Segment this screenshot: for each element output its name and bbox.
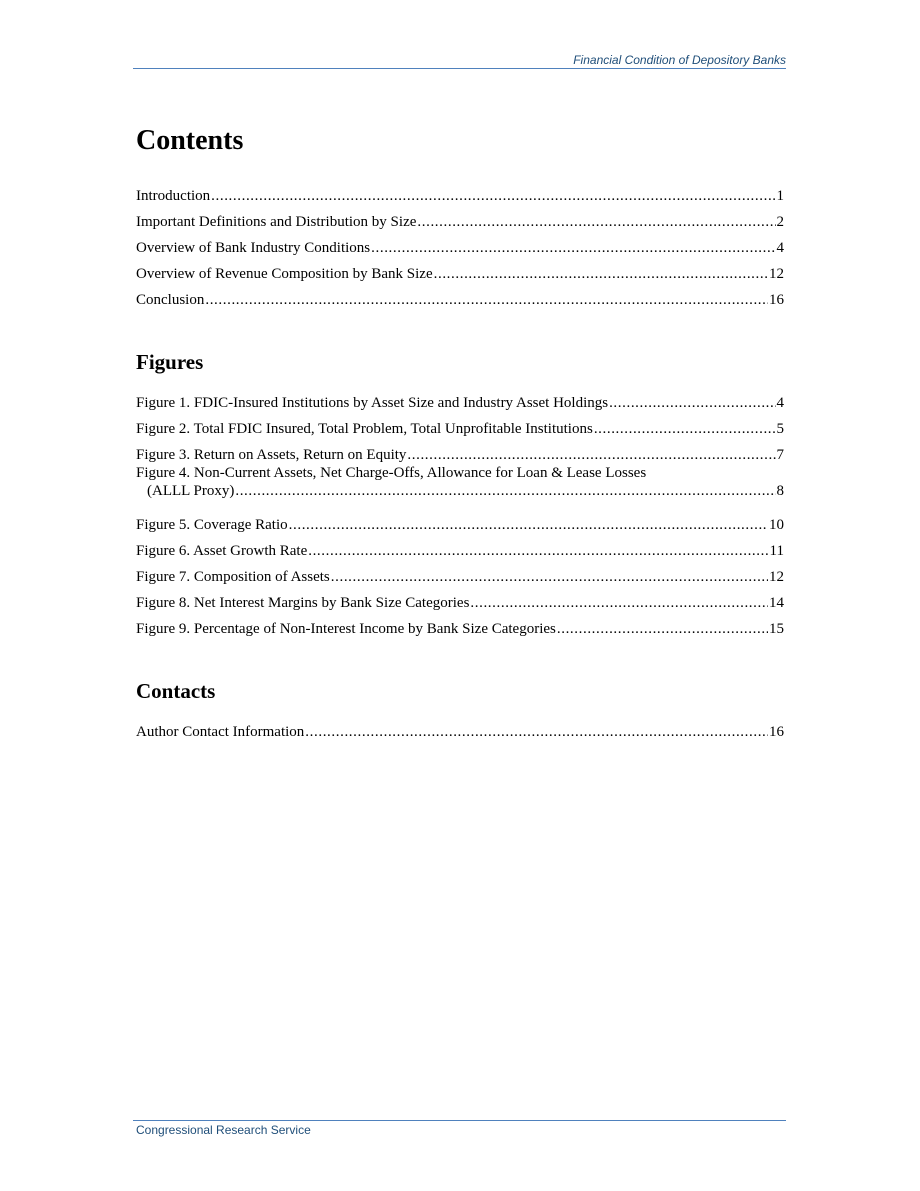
toc-entry-page: 4 bbox=[776, 395, 784, 411]
toc-entry-page: 15 bbox=[769, 621, 784, 637]
dot-leader bbox=[211, 187, 775, 205]
dot-leader bbox=[371, 239, 775, 257]
figures-heading: Figures bbox=[136, 350, 204, 374]
toc-entry-definitions[interactable] bbox=[136, 205, 784, 231]
dot-leader bbox=[557, 620, 768, 638]
dot-leader bbox=[407, 446, 775, 464]
dot-leader bbox=[289, 516, 768, 534]
toc-entry-figure-7[interactable] bbox=[136, 560, 784, 586]
toc-entry-label: Conclusion bbox=[136, 292, 205, 308]
toc-entry-label: Introduction bbox=[136, 188, 211, 204]
toc-entry-label: Figure 8. Net Interest Margins by Bank Size Categories bbox=[136, 595, 470, 611]
toc-entry-page: 7 bbox=[776, 447, 784, 463]
toc-entry-label: Figure 1. FDIC-Insured Institutions by Asset Size and Industry Asset Holdings bbox=[136, 395, 609, 411]
contacts-heading: Contacts bbox=[136, 679, 216, 703]
figures-list bbox=[136, 386, 784, 638]
contents-heading: Contents bbox=[136, 125, 244, 156]
toc-entry-page: 8 bbox=[776, 483, 784, 499]
dot-leader bbox=[235, 482, 775, 500]
toc-entry-author-contact[interactable] bbox=[136, 715, 784, 741]
footer-rule bbox=[133, 1120, 786, 1121]
running-footer: Congressional Research Service bbox=[136, 1123, 311, 1137]
toc-entry-figure-9[interactable] bbox=[136, 612, 784, 638]
dot-leader bbox=[205, 291, 768, 309]
toc-entry-page: 12 bbox=[769, 569, 784, 585]
toc-entry-figure-1[interactable] bbox=[136, 386, 784, 412]
toc-entry-page: 14 bbox=[769, 595, 784, 611]
table-of-contents bbox=[136, 124, 784, 741]
toc-entry-label: Overview of Revenue Composition by Bank Size bbox=[136, 266, 433, 282]
toc-entry-page: 12 bbox=[769, 266, 784, 282]
toc-entry-page: 10 bbox=[769, 517, 784, 533]
contents-list bbox=[136, 179, 784, 309]
toc-entry-page: 1 bbox=[776, 188, 784, 204]
toc-entry-industry-conditions[interactable] bbox=[136, 231, 784, 257]
dot-leader bbox=[308, 542, 768, 560]
toc-entry-page: 11 bbox=[769, 543, 784, 559]
toc-entry-figure-4[interactable] bbox=[136, 464, 784, 508]
toc-entry-page: 4 bbox=[776, 240, 784, 256]
toc-entry-label: Figure 2. Total FDIC Insured, Total Problem, Total Unprofitable Institutions bbox=[136, 421, 593, 437]
toc-entry-label-continued: (ALLL Proxy) bbox=[147, 483, 235, 499]
toc-entry-label: Figure 9. Percentage of Non-Interest Income by Bank Size Categories bbox=[136, 621, 556, 637]
toc-entry-figure-5[interactable] bbox=[136, 508, 784, 534]
toc-entry-page: 16 bbox=[769, 292, 784, 308]
toc-entry-label: Important Definitions and Distribution by Size bbox=[136, 214, 417, 230]
toc-entry-label: Figure 6. Asset Growth Rate bbox=[136, 543, 308, 559]
dot-leader bbox=[331, 568, 768, 586]
toc-entry-figure-3[interactable] bbox=[136, 438, 784, 464]
toc-entry-page: 16 bbox=[769, 724, 784, 740]
toc-entry-page: 2 bbox=[776, 214, 784, 230]
section-spacer bbox=[136, 309, 784, 349]
toc-entry-page: 5 bbox=[776, 421, 784, 437]
running-header: Financial Condition of Depository Banks bbox=[573, 53, 786, 67]
toc-entry-revenue-composition[interactable] bbox=[136, 257, 784, 283]
dot-leader bbox=[594, 420, 776, 438]
dot-leader bbox=[305, 723, 768, 741]
toc-entry-figure-6[interactable] bbox=[136, 534, 784, 560]
toc-entry-label: Overview of Bank Industry Conditions bbox=[136, 240, 371, 256]
section-spacer bbox=[136, 638, 784, 678]
dot-leader bbox=[470, 594, 768, 612]
header-rule bbox=[133, 68, 786, 69]
toc-entry-label: Figure 5. Coverage Ratio bbox=[136, 517, 288, 533]
toc-entry-figure-8[interactable] bbox=[136, 586, 784, 612]
dot-leader bbox=[417, 213, 775, 231]
dot-leader bbox=[434, 265, 768, 283]
toc-entry-introduction[interactable] bbox=[136, 179, 784, 205]
contacts-list bbox=[136, 715, 784, 741]
toc-entry-label: Figure 4. Non-Current Assets, Net Charge-Offs, Allowance for Loan & Lease Losses bbox=[136, 465, 647, 481]
toc-entry-figure-2[interactable] bbox=[136, 412, 784, 438]
toc-entry-label: Author Contact Information bbox=[136, 724, 305, 740]
toc-entry-label: Figure 3. Return on Assets, Return on Equity bbox=[136, 447, 407, 463]
toc-entry-label: Figure 7. Composition of Assets bbox=[136, 569, 330, 585]
dot-leader bbox=[609, 394, 775, 412]
toc-entry-conclusion[interactable] bbox=[136, 283, 784, 309]
toc-entry-continuation bbox=[136, 482, 784, 500]
